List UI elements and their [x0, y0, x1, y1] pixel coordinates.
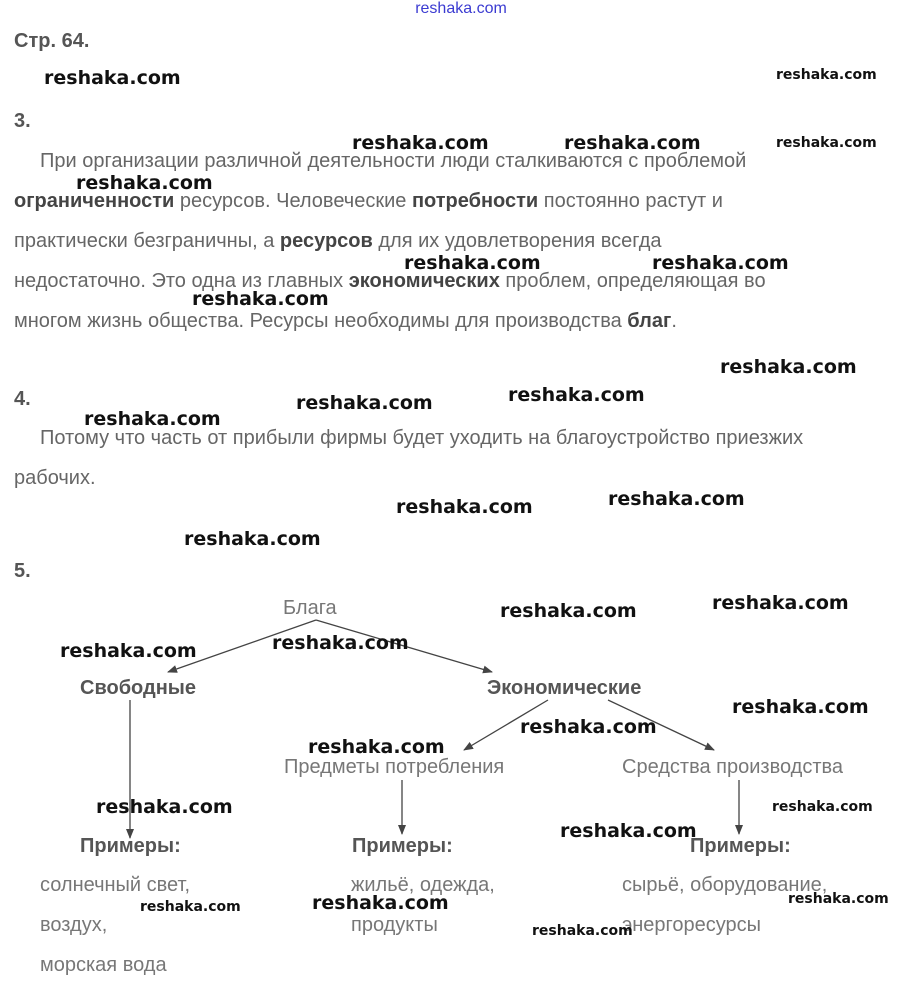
watermark: reshaka.com [776, 67, 877, 83]
watermark: reshaka.com [732, 696, 869, 718]
watermark: reshaka.com [84, 408, 221, 430]
watermark: reshaka.com [296, 392, 433, 414]
watermark: reshaka.com [396, 496, 533, 518]
consumer-example-item: жильё, одежда, [351, 874, 495, 896]
watermark: reshaka.com [652, 252, 789, 274]
watermark: reshaka.com [96, 796, 233, 818]
production-example-item: сырьё, оборудование, [622, 874, 828, 896]
watermark: reshaka.com [772, 799, 873, 815]
watermark: reshaka.com [712, 592, 849, 614]
section-5-number: 5. [14, 560, 31, 582]
watermark: reshaka.com [564, 132, 701, 154]
watermark: reshaka.com [560, 820, 697, 842]
node-consumer-goods: Предметы потребления [284, 756, 505, 778]
watermark: reshaka.com [312, 892, 449, 914]
watermark: reshaka.com [76, 172, 213, 194]
watermark: reshaka.com [308, 736, 445, 758]
node-root: Блага [283, 597, 337, 619]
consumer-examples-label: Примеры: [352, 835, 453, 857]
s3-line-1: При организации различной деятельности люди сталкиваются с проблемой [40, 150, 747, 172]
watermark: reshaka.com [184, 528, 321, 550]
watermark: reshaka.com [532, 923, 633, 939]
watermark: reshaka.com [272, 632, 409, 654]
watermark: reshaka.com [404, 252, 541, 274]
watermark: reshaka.com [500, 600, 637, 622]
s3-line-5: многом жизнь общества. Ресурсы необходимы для производства благ. [14, 310, 677, 332]
s3-line-3: практически безграничны, а ресурсов для их удовлетворения всегда [14, 230, 662, 252]
production-example-item: энергоресурсы [622, 914, 761, 936]
s4-line-1: Потому что часть от прибыли фирмы будет уходить на благоустройство приезжих [40, 427, 804, 449]
consumer-example-item: продукты [351, 914, 438, 936]
watermark: reshaka.com [44, 67, 181, 89]
node-economic: Экономические [487, 677, 642, 699]
watermark: reshaka.com [352, 132, 489, 154]
node-production-means: Средства производства [622, 756, 844, 778]
watermark: reshaka.com [520, 716, 657, 738]
watermark: reshaka.com [608, 488, 745, 510]
page-number: Стр. 64. [14, 30, 90, 52]
section-4-number: 4. [14, 388, 31, 410]
s3-line-2: ограниченности ресурсов. Человеческие потребности постоянно растут и [14, 190, 723, 212]
free-example-item: воздух, [40, 914, 108, 936]
watermark: reshaka.com [720, 356, 857, 378]
free-example-item: морская вода [40, 954, 167, 976]
s4-line-2: рабочих. [14, 467, 96, 489]
watermark: reshaka.com [60, 640, 197, 662]
production-examples-label: Примеры: [690, 835, 791, 857]
watermark: reshaka.com [192, 288, 329, 310]
watermark: reshaka.com [140, 899, 241, 915]
s3-line-4: недостаточно. Это одна из главных экономических проблем, определяющая во [14, 270, 766, 292]
watermark: reshaka.com [788, 891, 889, 907]
watermark: reshaka.com [776, 135, 877, 151]
free-example-item: солнечный свет, [40, 874, 191, 896]
free-examples-label: Примеры: [80, 835, 181, 857]
site-watermark-top[interactable]: reshaka.com [415, 0, 507, 17]
watermark: reshaka.com [508, 384, 645, 406]
section-3-number: 3. [14, 110, 31, 132]
free-examples [40, 865, 190, 985]
node-free: Свободные [80, 677, 196, 699]
